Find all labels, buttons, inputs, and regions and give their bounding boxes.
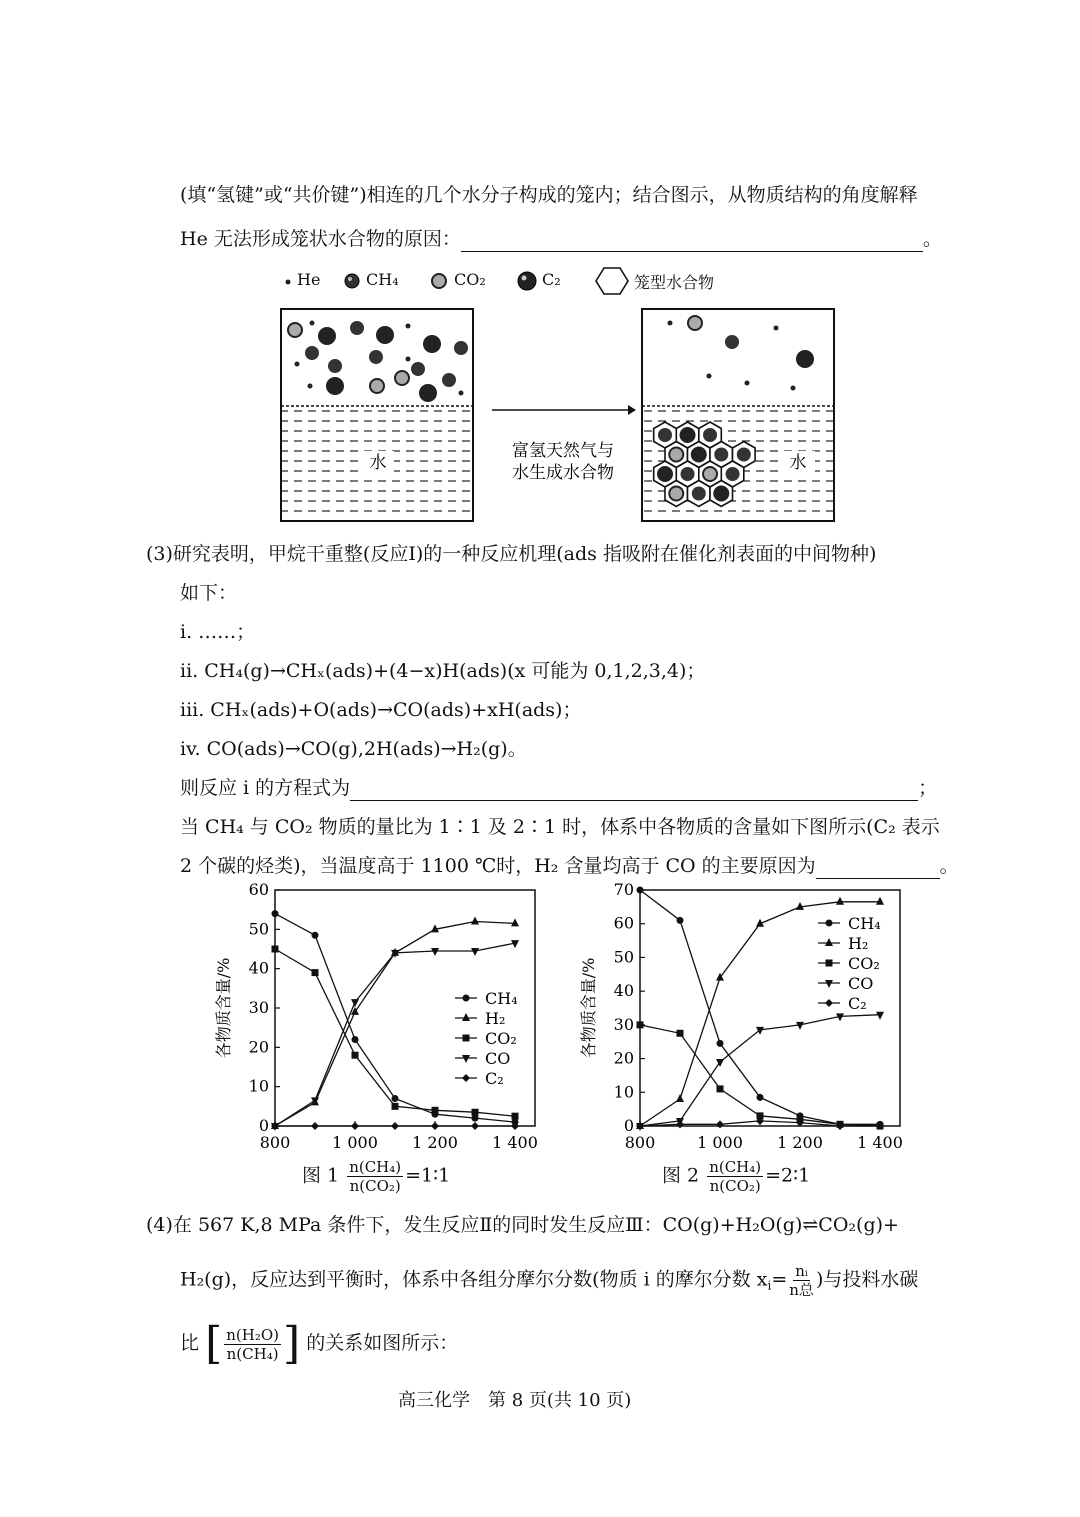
chart-2-data-point xyxy=(756,1027,764,1035)
chart-2-data-point xyxy=(876,897,884,905)
chart-1-data-point xyxy=(351,999,359,1007)
chart-1-series-0 xyxy=(272,910,519,1125)
chart-1-data-point xyxy=(352,1052,359,1059)
chart-2-legend-item xyxy=(818,974,873,993)
chart-1-data-point xyxy=(432,1107,439,1114)
chart-1-ytick-label: 50 xyxy=(248,919,269,939)
chart-1-data-point xyxy=(471,1122,479,1130)
q4-line-2-text: H₂(g)，反应达到平衡时，体系中各组分摩尔分数(物质 i 的摩尔分数 x xyxy=(180,1268,768,1291)
chart-1-data-point xyxy=(471,916,479,924)
ch4-highlight-icon xyxy=(348,277,352,281)
chart-1-data-point xyxy=(512,1113,519,1120)
chart-1-legend-label: CH₄ xyxy=(485,989,518,1008)
chart-2-caption-den: n(CO₂) xyxy=(709,1177,761,1195)
chart-2-legend-item xyxy=(818,914,881,933)
chart-1-xtick-label: 1 400 xyxy=(492,1133,538,1152)
chart-2-legend-marker xyxy=(826,960,833,967)
chart-1-data-point xyxy=(392,1103,399,1110)
chart-1-caption-prefix: 图 1 xyxy=(302,1164,340,1187)
chart-2-data-point xyxy=(876,1012,884,1020)
chart-2-data-point xyxy=(717,1040,724,1047)
chart-2-ytick-label: 10 xyxy=(613,1082,634,1102)
chart-2-legend-label: CO₂ xyxy=(848,954,880,973)
legend-c2: C₂ xyxy=(542,270,561,289)
chart-1-ytick-label: 30 xyxy=(248,998,269,1017)
caged-co2 xyxy=(669,487,683,501)
c2-icon xyxy=(518,272,536,290)
q4-mole-fraction xyxy=(789,1262,814,1299)
chart-2-legend-label: C₂ xyxy=(848,994,867,1013)
chart-2-series-line xyxy=(640,1025,880,1126)
q4-ratio-prefix: 比 xyxy=(180,1332,200,1354)
chart-1-caption-fraction xyxy=(347,1158,403,1195)
caged-ch4 xyxy=(692,487,706,501)
hydrate-formation-diagram xyxy=(278,306,840,526)
chart-1-data-point xyxy=(352,1036,359,1043)
text-line-2 xyxy=(180,226,942,252)
step-ii: ii. CH₄(g)→CHₓ(ads)+(4−x)H(ads)(x 可能为 0,1,2,3,4)； xyxy=(180,660,706,682)
legend-cage: 笼型水合物 xyxy=(634,273,715,292)
chart-1-legend-marker xyxy=(462,1055,470,1063)
text-line-1: (填“氢键”或“共价键”)相连的几个水分子构成的笼内；结合图示，从物质结构的角度解释 xyxy=(180,184,918,206)
chart-1-legend-item xyxy=(455,1069,504,1088)
he-reason-blank[interactable] xyxy=(461,231,923,252)
chart-1-legend-item xyxy=(455,1009,505,1028)
chart-1-legend-label: C₂ xyxy=(485,1069,504,1088)
chart-2-data-point xyxy=(717,1085,724,1092)
chart-1-ytick-label: 60 xyxy=(248,880,269,899)
chart-2-legend-label: H₂ xyxy=(848,934,869,953)
equation-prompt: 则反应 i 的方程式为 xyxy=(180,777,351,799)
q4-line-1: (4)在 567 K,8 MPa 条件下，发生反应Ⅱ的同时发生反应Ⅲ：CO(g)+H₂O(g)⇌CO₂(g)+ xyxy=(146,1214,899,1236)
chart-1-legend-label: CO xyxy=(485,1049,511,1068)
chart-2-legend-item xyxy=(818,934,868,953)
reason-blank[interactable] xyxy=(816,858,940,879)
arrow-head-icon xyxy=(628,405,636,415)
chart-2-legend-marker xyxy=(825,999,833,1007)
q4-equals: = xyxy=(771,1268,788,1291)
chart-2-legend-label: CH₄ xyxy=(848,914,881,933)
chart-2-xtick-label: 1 000 xyxy=(697,1133,743,1152)
cage-hexagon-icon xyxy=(596,268,628,294)
ratio-num: n(H₂O) xyxy=(226,1325,279,1344)
chart-1-data-point xyxy=(351,1122,359,1130)
chart-2-series-2 xyxy=(637,1021,884,1129)
chart-2-xtick-label: 1 200 xyxy=(777,1133,823,1152)
chart-2-ytick-label: 70 xyxy=(613,880,634,899)
chart-2-xtick-label: 800 xyxy=(624,1133,656,1152)
caged-ch4 xyxy=(714,448,728,462)
chart-1-data-point xyxy=(391,1122,399,1130)
chart-2-data-point xyxy=(676,1094,684,1102)
chart-1-data-point xyxy=(311,1122,319,1130)
chart-2-caption-suffix: =2∶1 xyxy=(765,1164,811,1187)
chart-1-data-point xyxy=(312,969,319,976)
chart-1-caption xyxy=(302,1158,450,1195)
chart-1-series-2 xyxy=(272,946,519,1120)
chart-2-ytick-label: 40 xyxy=(613,981,634,1001)
chart-2-data-point xyxy=(716,1120,724,1128)
chart-1-ytick-label: 20 xyxy=(248,1037,269,1057)
chart-2-data-point xyxy=(796,902,804,910)
chart-2-legend-item xyxy=(818,994,867,1013)
chart-2-data-point xyxy=(677,1030,684,1037)
q3-line-2: 如下： xyxy=(180,582,238,604)
chart-2-legend-marker xyxy=(826,920,833,927)
chart-2-ytick-label: 20 xyxy=(613,1048,634,1068)
caged-ch4 xyxy=(737,448,751,462)
caged-c2 xyxy=(713,486,729,502)
caged-ch4 xyxy=(726,467,740,481)
co2-icon xyxy=(432,274,446,288)
caged-ch4 xyxy=(681,467,695,481)
chart-1-xtick-label: 800 xyxy=(259,1133,291,1152)
chart-2-caption-fraction xyxy=(707,1158,763,1195)
chart-1-legend-marker xyxy=(463,995,470,1002)
chart-2-legend-marker xyxy=(825,980,833,988)
chart-1-data-point xyxy=(472,1109,479,1116)
left-water-label: 水 xyxy=(369,453,387,473)
semicolon: ； xyxy=(918,777,938,799)
chart-1-data-point xyxy=(511,918,519,926)
he-icon xyxy=(286,280,291,285)
period: 。 xyxy=(922,228,942,250)
chart-1-series-4 xyxy=(271,1122,519,1130)
chart-2-ytick-label: 30 xyxy=(613,1014,634,1034)
right-water-label: 水 xyxy=(789,453,807,473)
chart-2-data-point xyxy=(677,917,684,924)
arrow-label-1: 富氢天然气与 xyxy=(512,441,614,461)
chart-2-ytick-label: 60 xyxy=(613,913,634,933)
q4-ratio-suffix: 的关系如图所示： xyxy=(306,1332,459,1354)
chart-1-caption-num: n(CH₄) xyxy=(349,1158,402,1176)
chart-2-data-point xyxy=(836,897,844,905)
step-i: i. ……； xyxy=(180,621,256,643)
q4-frac-num: nᵢ xyxy=(795,1262,808,1280)
chart-1-data-point xyxy=(431,948,439,956)
q3-line-1: (3)研究表明，甲烷干重整(反应Ⅰ)的一种反应机理(ads 指吸附在催化剂表面的中间物种) xyxy=(146,543,877,565)
q4-frac-den: n总 xyxy=(789,1281,814,1299)
chart-1-legend-marker xyxy=(462,1013,470,1021)
chart-2-series-4 xyxy=(636,1117,884,1130)
chart-1-xtick-label: 1 200 xyxy=(412,1133,458,1152)
chart-2-data-point xyxy=(637,1021,644,1028)
caged-ch4 xyxy=(658,428,672,442)
chart-1-series-line xyxy=(275,949,515,1116)
reason-prompt: 2 个碳的烃类)，当温度高于 1100 ℃时，H₂ 含量均高于 CO 的主要原因为 xyxy=(180,855,816,877)
reason-line xyxy=(180,853,959,879)
chart-2-data-point xyxy=(757,1094,764,1101)
caged-c2 xyxy=(657,466,673,482)
chart-2-ytick-label: 50 xyxy=(613,947,634,967)
chart-1-xtick-label: 1 000 xyxy=(332,1133,378,1152)
chart-2-caption-num: n(CH₄) xyxy=(709,1158,762,1176)
chart-1-caption-den: n(CO₂) xyxy=(349,1177,401,1195)
arrow-label-2: 水生成水合物 xyxy=(512,463,614,483)
chart-2-ylabel: 各物质含量/% xyxy=(579,957,598,1059)
period: 。 xyxy=(939,855,959,877)
chart-1-legend-label: CO₂ xyxy=(485,1029,517,1048)
equation-line xyxy=(180,775,937,801)
chart-1-ytick-label: 10 xyxy=(248,1076,269,1096)
chart-1-legend-item xyxy=(455,989,518,1008)
chart-2-caption xyxy=(662,1158,810,1195)
chart-1-legend-label: H₂ xyxy=(485,1009,506,1028)
caged-c2 xyxy=(691,447,707,463)
chart-1-ytick-label: 40 xyxy=(248,958,269,978)
ratio-line: 当 CH₄ 与 CO₂ 物质的量比为 1∶1 及 2∶1 时，体系中各物质的含量如下图所示(C₂ 表示 xyxy=(180,816,940,838)
c2-highlight-icon xyxy=(522,276,527,281)
chart-1-data-point xyxy=(312,932,319,939)
page-footer: 高三化学 第 8 页(共 10 页) xyxy=(398,1390,632,1411)
chart-1-ytick-label: 0 xyxy=(258,1116,269,1135)
chart-1-data-point xyxy=(431,1122,439,1130)
q4-line-3 xyxy=(180,1318,459,1369)
chart-2-ytick-label: 0 xyxy=(623,1116,634,1135)
q4-line-2 xyxy=(180,1262,918,1299)
caged-c2 xyxy=(680,427,696,443)
chart-1-plot-frame xyxy=(275,890,535,1126)
molecule-legend xyxy=(284,266,744,298)
water-carbon-ratio: [ $\frac{\text{n(H₂O)}}{\text{n(CH₄)}}$ ] xyxy=(205,1318,301,1369)
ch4-icon xyxy=(345,274,359,288)
legend-he: He xyxy=(297,270,321,289)
q4-subscript: i xyxy=(767,1278,772,1293)
q4-line-2-end: )与投料水碳 xyxy=(815,1268,919,1291)
chart-2-caption-prefix: 图 2 xyxy=(662,1164,700,1187)
step-iv: iv. CO(ads)→CO(g),2H(ads)→H₂(g)。 xyxy=(180,738,527,760)
caged-co2 xyxy=(669,448,683,462)
chart-1-legend-marker xyxy=(463,1035,470,1042)
ratio-den: n(CH₄) xyxy=(226,1344,279,1363)
he-reason-prompt: He 无法形成笼状水合物的原因： xyxy=(180,228,461,250)
chart-1-legend-item xyxy=(455,1049,510,1068)
caged-co2 xyxy=(703,467,717,481)
chart-2-data-point xyxy=(637,887,644,894)
chart-1-legend-item xyxy=(455,1029,517,1048)
chart-2 xyxy=(565,880,910,1155)
equation-blank[interactable] xyxy=(350,780,918,801)
legend-ch4: CH₄ xyxy=(366,270,399,289)
chart-1-legend-marker xyxy=(462,1074,470,1082)
chart-1-ylabel: 各物质含量/% xyxy=(214,957,233,1059)
chart-1-data-point xyxy=(272,946,279,953)
chart-1-series-line xyxy=(275,914,515,1123)
chart-1-caption-suffix: =1∶1 xyxy=(405,1164,451,1187)
chart-2-series-line xyxy=(640,902,880,1126)
step-iii: iii. CHₓ(ads)+O(ads)→CO(ads)+xH(ads)； xyxy=(180,699,582,721)
chart-2-legend-label: CO xyxy=(848,974,874,993)
chart-1 xyxy=(200,880,545,1155)
chart-2-legend-marker xyxy=(825,938,833,946)
chart-2-legend-item xyxy=(818,954,880,973)
chart-1-data-point xyxy=(272,910,279,917)
chart-1-data-point xyxy=(392,1095,399,1102)
legend-co2: CO₂ xyxy=(454,270,486,289)
caged-ch4 xyxy=(703,428,717,442)
chart-1-data-point xyxy=(471,948,479,956)
chart-2-xtick-label: 1 400 xyxy=(857,1133,903,1152)
